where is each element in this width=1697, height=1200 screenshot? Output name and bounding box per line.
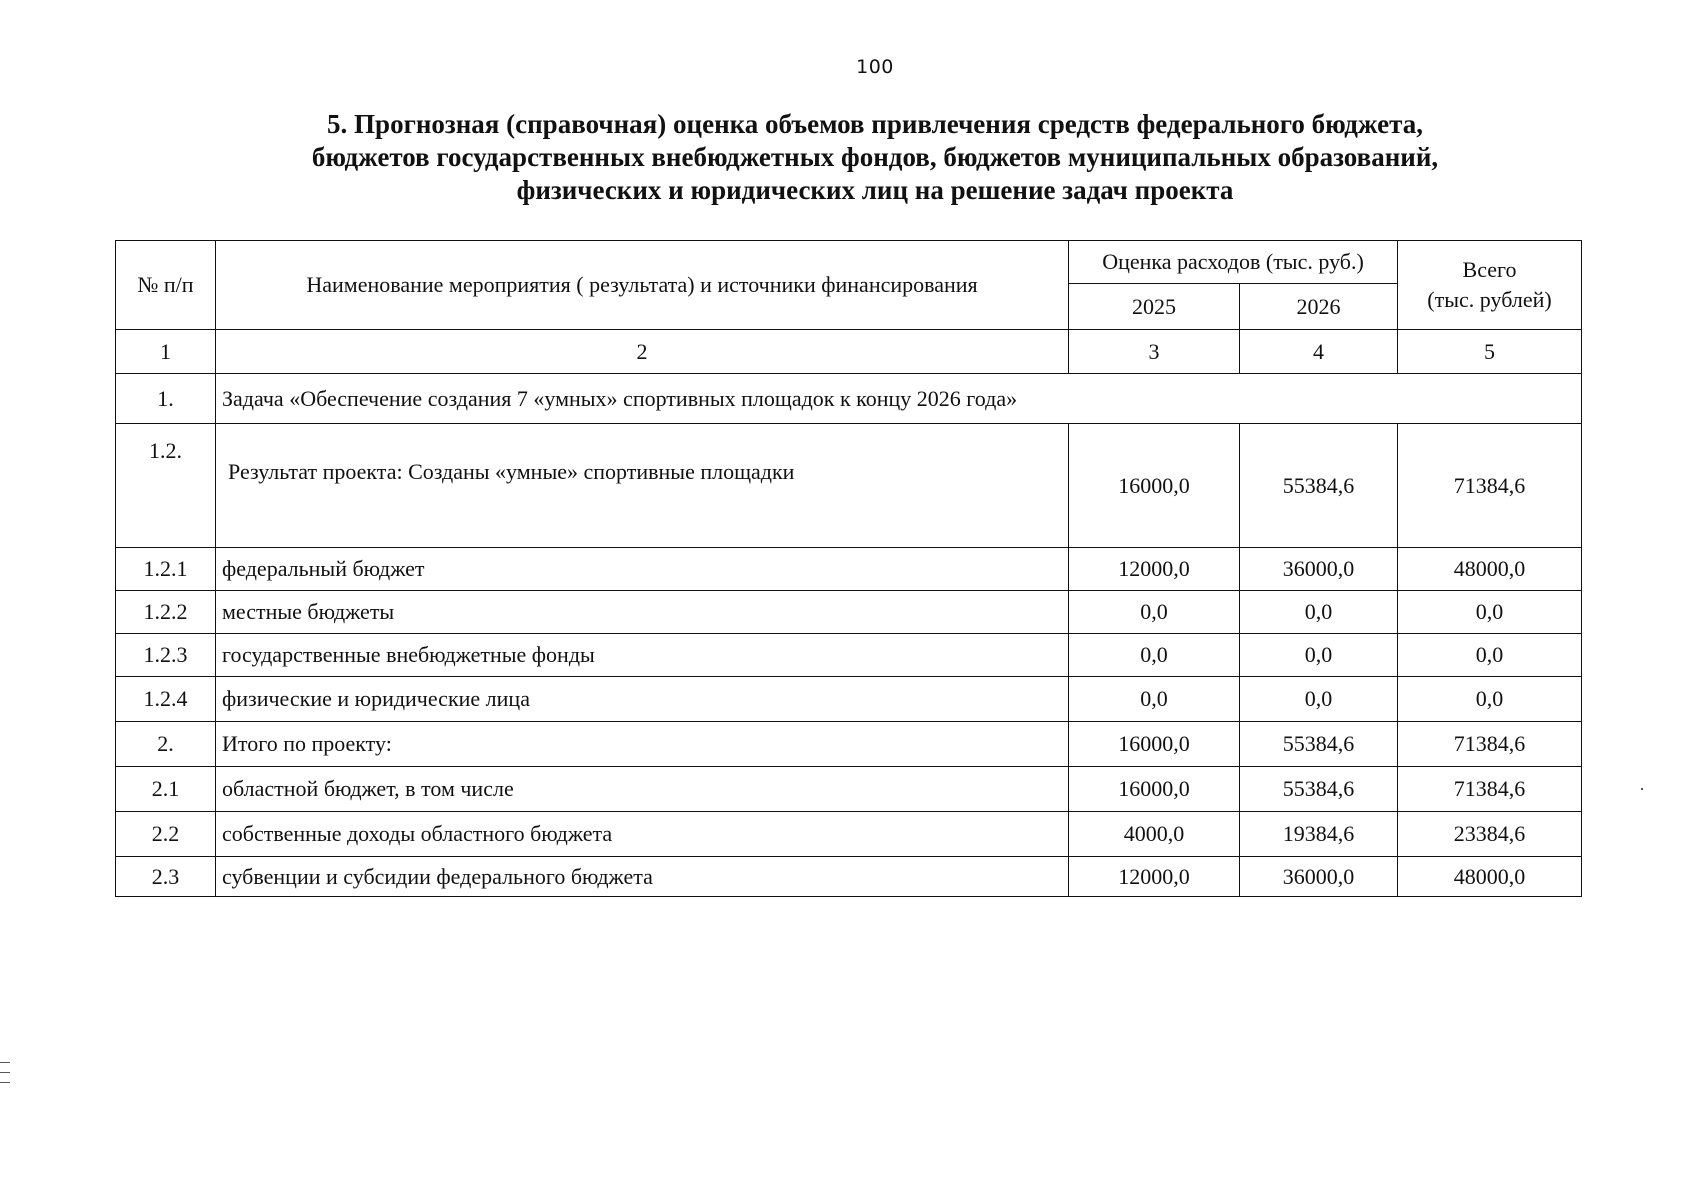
- col-number: 5: [1398, 330, 1582, 374]
- table-row: [116, 812, 1582, 857]
- row-value-2026: 36000,0: [1240, 857, 1398, 897]
- col-number: 2: [216, 330, 1069, 374]
- table-row: [116, 424, 1582, 548]
- scan-artifact: [0, 1072, 10, 1073]
- task-num: 1.: [116, 374, 216, 424]
- row-value-total: 23384,6: [1398, 812, 1582, 857]
- document-title: [0, 108, 1697, 207]
- header-total: [1398, 241, 1582, 330]
- row-num: 1.2.2: [116, 591, 216, 634]
- row-value-2026: 55384,6: [1240, 424, 1398, 548]
- row-num: 1.2.4: [116, 677, 216, 722]
- header-total-line2: (тыс. рублей): [1427, 287, 1552, 312]
- header-year-2025: 2025: [1069, 284, 1240, 330]
- row-value-2025: 16000,0: [1069, 424, 1240, 548]
- table-row: [116, 591, 1582, 634]
- row-value-2026: 55384,6: [1240, 767, 1398, 812]
- table-row: [116, 722, 1582, 767]
- row-num: 1.2.3: [116, 634, 216, 677]
- row-num: 2.: [116, 722, 216, 767]
- row-value-2026: 0,0: [1240, 634, 1398, 677]
- row-value-total: 48000,0: [1398, 857, 1582, 897]
- row-value-2025: 12000,0: [1069, 548, 1240, 591]
- row-name: федеральный бюджет: [216, 548, 1069, 591]
- table-row: [116, 634, 1582, 677]
- row-value-2026: 0,0: [1240, 591, 1398, 634]
- table-row: [116, 548, 1582, 591]
- row-name: местные бюджеты: [216, 591, 1069, 634]
- row-value-2025: 0,0: [1069, 677, 1240, 722]
- row-value-total: 71384,6: [1398, 767, 1582, 812]
- row-value-total: 0,0: [1398, 634, 1582, 677]
- scan-artifact: [0, 1082, 10, 1083]
- header-total-line1: Всего: [1462, 257, 1517, 282]
- table-row: [116, 677, 1582, 722]
- row-value-2026: 55384,6: [1240, 722, 1398, 767]
- col-number: 1: [116, 330, 216, 374]
- row-value-2026: 19384,6: [1240, 812, 1398, 857]
- row-name: собственные доходы областного бюджета: [216, 812, 1069, 857]
- column-number-row: [116, 330, 1582, 374]
- table-row: [116, 857, 1582, 897]
- task-row: [116, 374, 1582, 424]
- row-name: Итого по проекту:: [216, 722, 1069, 767]
- header-year-2026: 2026: [1240, 284, 1398, 330]
- row-value-total: 0,0: [1398, 677, 1582, 722]
- row-value-2025: 0,0: [1069, 634, 1240, 677]
- row-value-2025: 4000,0: [1069, 812, 1240, 857]
- row-value-total: 0,0: [1398, 591, 1582, 634]
- row-num: 1.2.1: [116, 548, 216, 591]
- title-line: бюджетов государственных внебюджетных фондов, бюджетов муниципальных образований,: [311, 142, 1439, 172]
- page-number: 100: [856, 56, 894, 78]
- col-number: 3: [1069, 330, 1240, 374]
- row-value-2025: 12000,0: [1069, 857, 1240, 897]
- row-name: областной бюджет, в том числе: [216, 767, 1069, 812]
- row-value-2025: 0,0: [1069, 591, 1240, 634]
- row-value-2026: 36000,0: [1240, 548, 1398, 591]
- header-num: № п/п: [116, 241, 216, 330]
- title-line: физических и юридических лиц на решение задач проекта: [516, 175, 1234, 205]
- financing-table: [115, 240, 1582, 897]
- row-value-2025: 16000,0: [1069, 722, 1240, 767]
- task-text: Задача «Обеспечение создания 7 «умных» спортивных площадок к концу 2026 года»: [216, 374, 1582, 424]
- title-line: 5. Прогнозная (справочная) оценка объемов привлечения средств федерального бюджета,: [327, 109, 1423, 139]
- header-estimate-group: Оценка расходов (тыс. руб.): [1069, 241, 1398, 284]
- header-name: Наименование мероприятия ( результата) и источники финансирования: [216, 241, 1069, 330]
- row-value-total: 71384,6: [1398, 722, 1582, 767]
- row-name: государственные внебюджетные фонды: [216, 634, 1069, 677]
- row-value-2026: 0,0: [1240, 677, 1398, 722]
- row-name: Результат проекта: Созданы «умные» спортивные площадки: [216, 424, 1069, 548]
- row-num: 2.1: [116, 767, 216, 812]
- scan-artifact: [0, 1062, 10, 1063]
- row-num: 1.2.: [116, 424, 216, 548]
- row-name: субвенции и субсидии федерального бюджета: [216, 857, 1069, 897]
- row-value-2025: 16000,0: [1069, 767, 1240, 812]
- scan-artifact: [1641, 788, 1643, 790]
- row-num: 2.3: [116, 857, 216, 897]
- row-num: 2.2: [116, 812, 216, 857]
- row-value-total: 71384,6: [1398, 424, 1582, 548]
- col-number: 4: [1240, 330, 1398, 374]
- table-row: [116, 767, 1582, 812]
- row-name: физические и юридические лица: [216, 677, 1069, 722]
- row-value-total: 48000,0: [1398, 548, 1582, 591]
